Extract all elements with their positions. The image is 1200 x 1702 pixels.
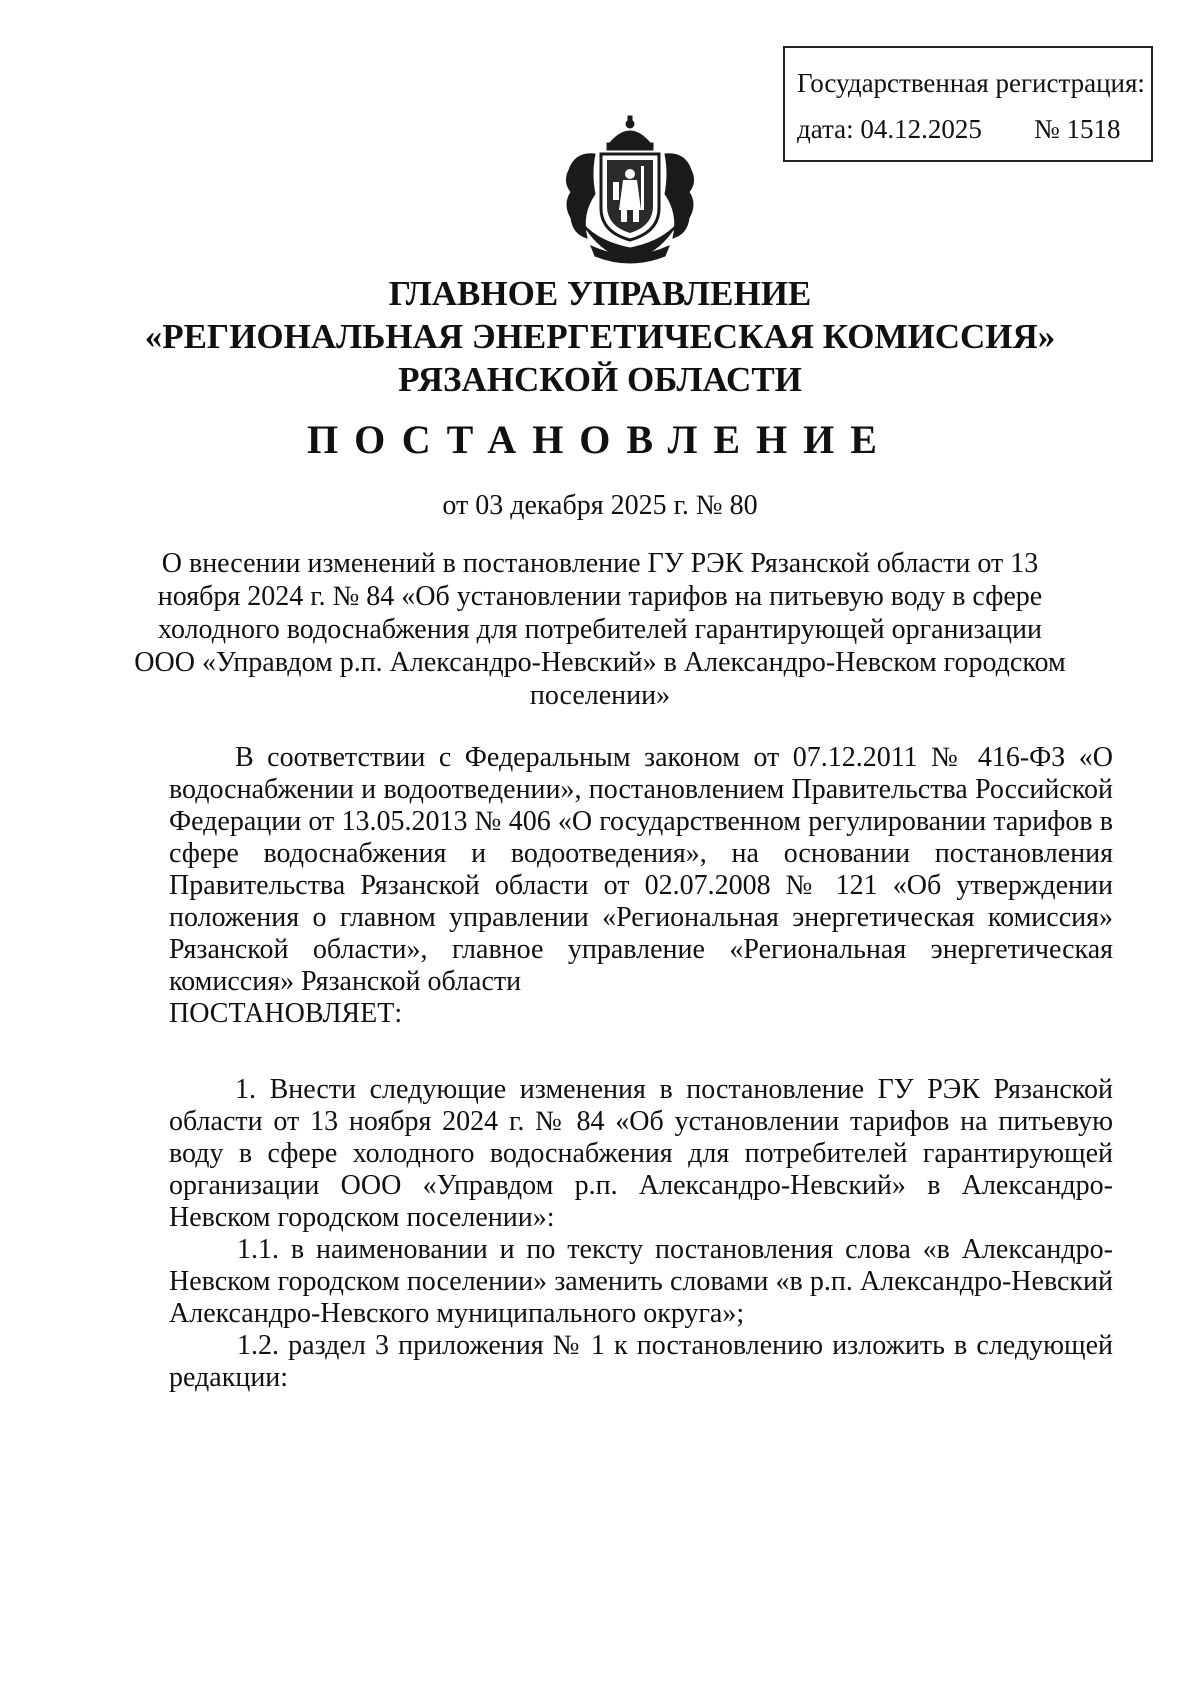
registration-number: № 1518 [1034, 114, 1121, 144]
resolves-text: ПОСТАНОВЛЯЕТ: [169, 998, 403, 1029]
organization-title [100, 272, 1100, 401]
registration-title: Государственная регистрация: [797, 68, 1145, 98]
preamble-text: В соответствии с Федеральным законом от 07.12.2011 № 416-ФЗ «О водоснабжении и водоотведении», постановлением Правительства Российской Федерации от 13.05.2013 № 406 «О государственном регулировании тарифов в сфере водоснабжения и водоотведения», на основании постановления Правительства Рязанской области от 02.07.2008 № 121 «Об утверждении положения о главном управлении «Региональная энергетическая комиссия» Рязанской области», главное управление «Региональная энергетическая комиссия» Рязанской области [169, 742, 1113, 997]
document-subject: О внесении изменений в постановление ГУ РЭК Рязанской области от 13 ноября 2024 г. № 84 «Об установлении тарифов на питьевую воду в сфере холодного водоснабжения для потребителей гарантирующей организации ООО «Управдом р.п. Александро-Невский» в Александро-Невском городском поселении» [134, 548, 1066, 711]
resolution-items [169, 1074, 1113, 1394]
item-1: 1. Внести следующие изменения в постановление ГУ РЭК Рязанской области от 13 ноября 2024 г. № 84 «Об установлении тарифов на питьевую воду в сфере холодного водоснабжения для потребителей гарантирующей организации ООО «Управдом р.п. Александро-Невский» в Александро-Невском городском поселении»: [169, 1074, 1113, 1233]
document-date-line: от 03 декабря 2025 г. № 80 [442, 490, 758, 521]
registration-date: дата: 04.12.2025 [797, 114, 982, 144]
organization-line-2: «РЕГИОНАЛЬНАЯ ЭНЕРГЕТИЧЕСКАЯ КОМИССИЯ» [144, 317, 1056, 356]
document-type: ПОСТАНОВЛЕНИЕ [307, 417, 893, 462]
organization-line-1: ГЛАВНОЕ УПРАВЛЕНИЕ [388, 274, 812, 313]
organization-line-3: РЯЗАНСКОЙ ОБЛАСТИ [398, 360, 802, 399]
ryazan-coat-of-arms-icon [561, 114, 699, 264]
item-1-1: 1.1. в наименовании и по тексту постановления слова «в Александро-Невском городском поселении» заменить словами «в р.п. Александро-Невский Александро-Невского муниципального округа»; [169, 1234, 1113, 1329]
item-1-2: 1.2. раздел 3 приложения № 1 к постановлению изложить в следующей редакции: [169, 1330, 1113, 1393]
preamble [169, 742, 1113, 1030]
registration-stamp [783, 46, 1153, 162]
